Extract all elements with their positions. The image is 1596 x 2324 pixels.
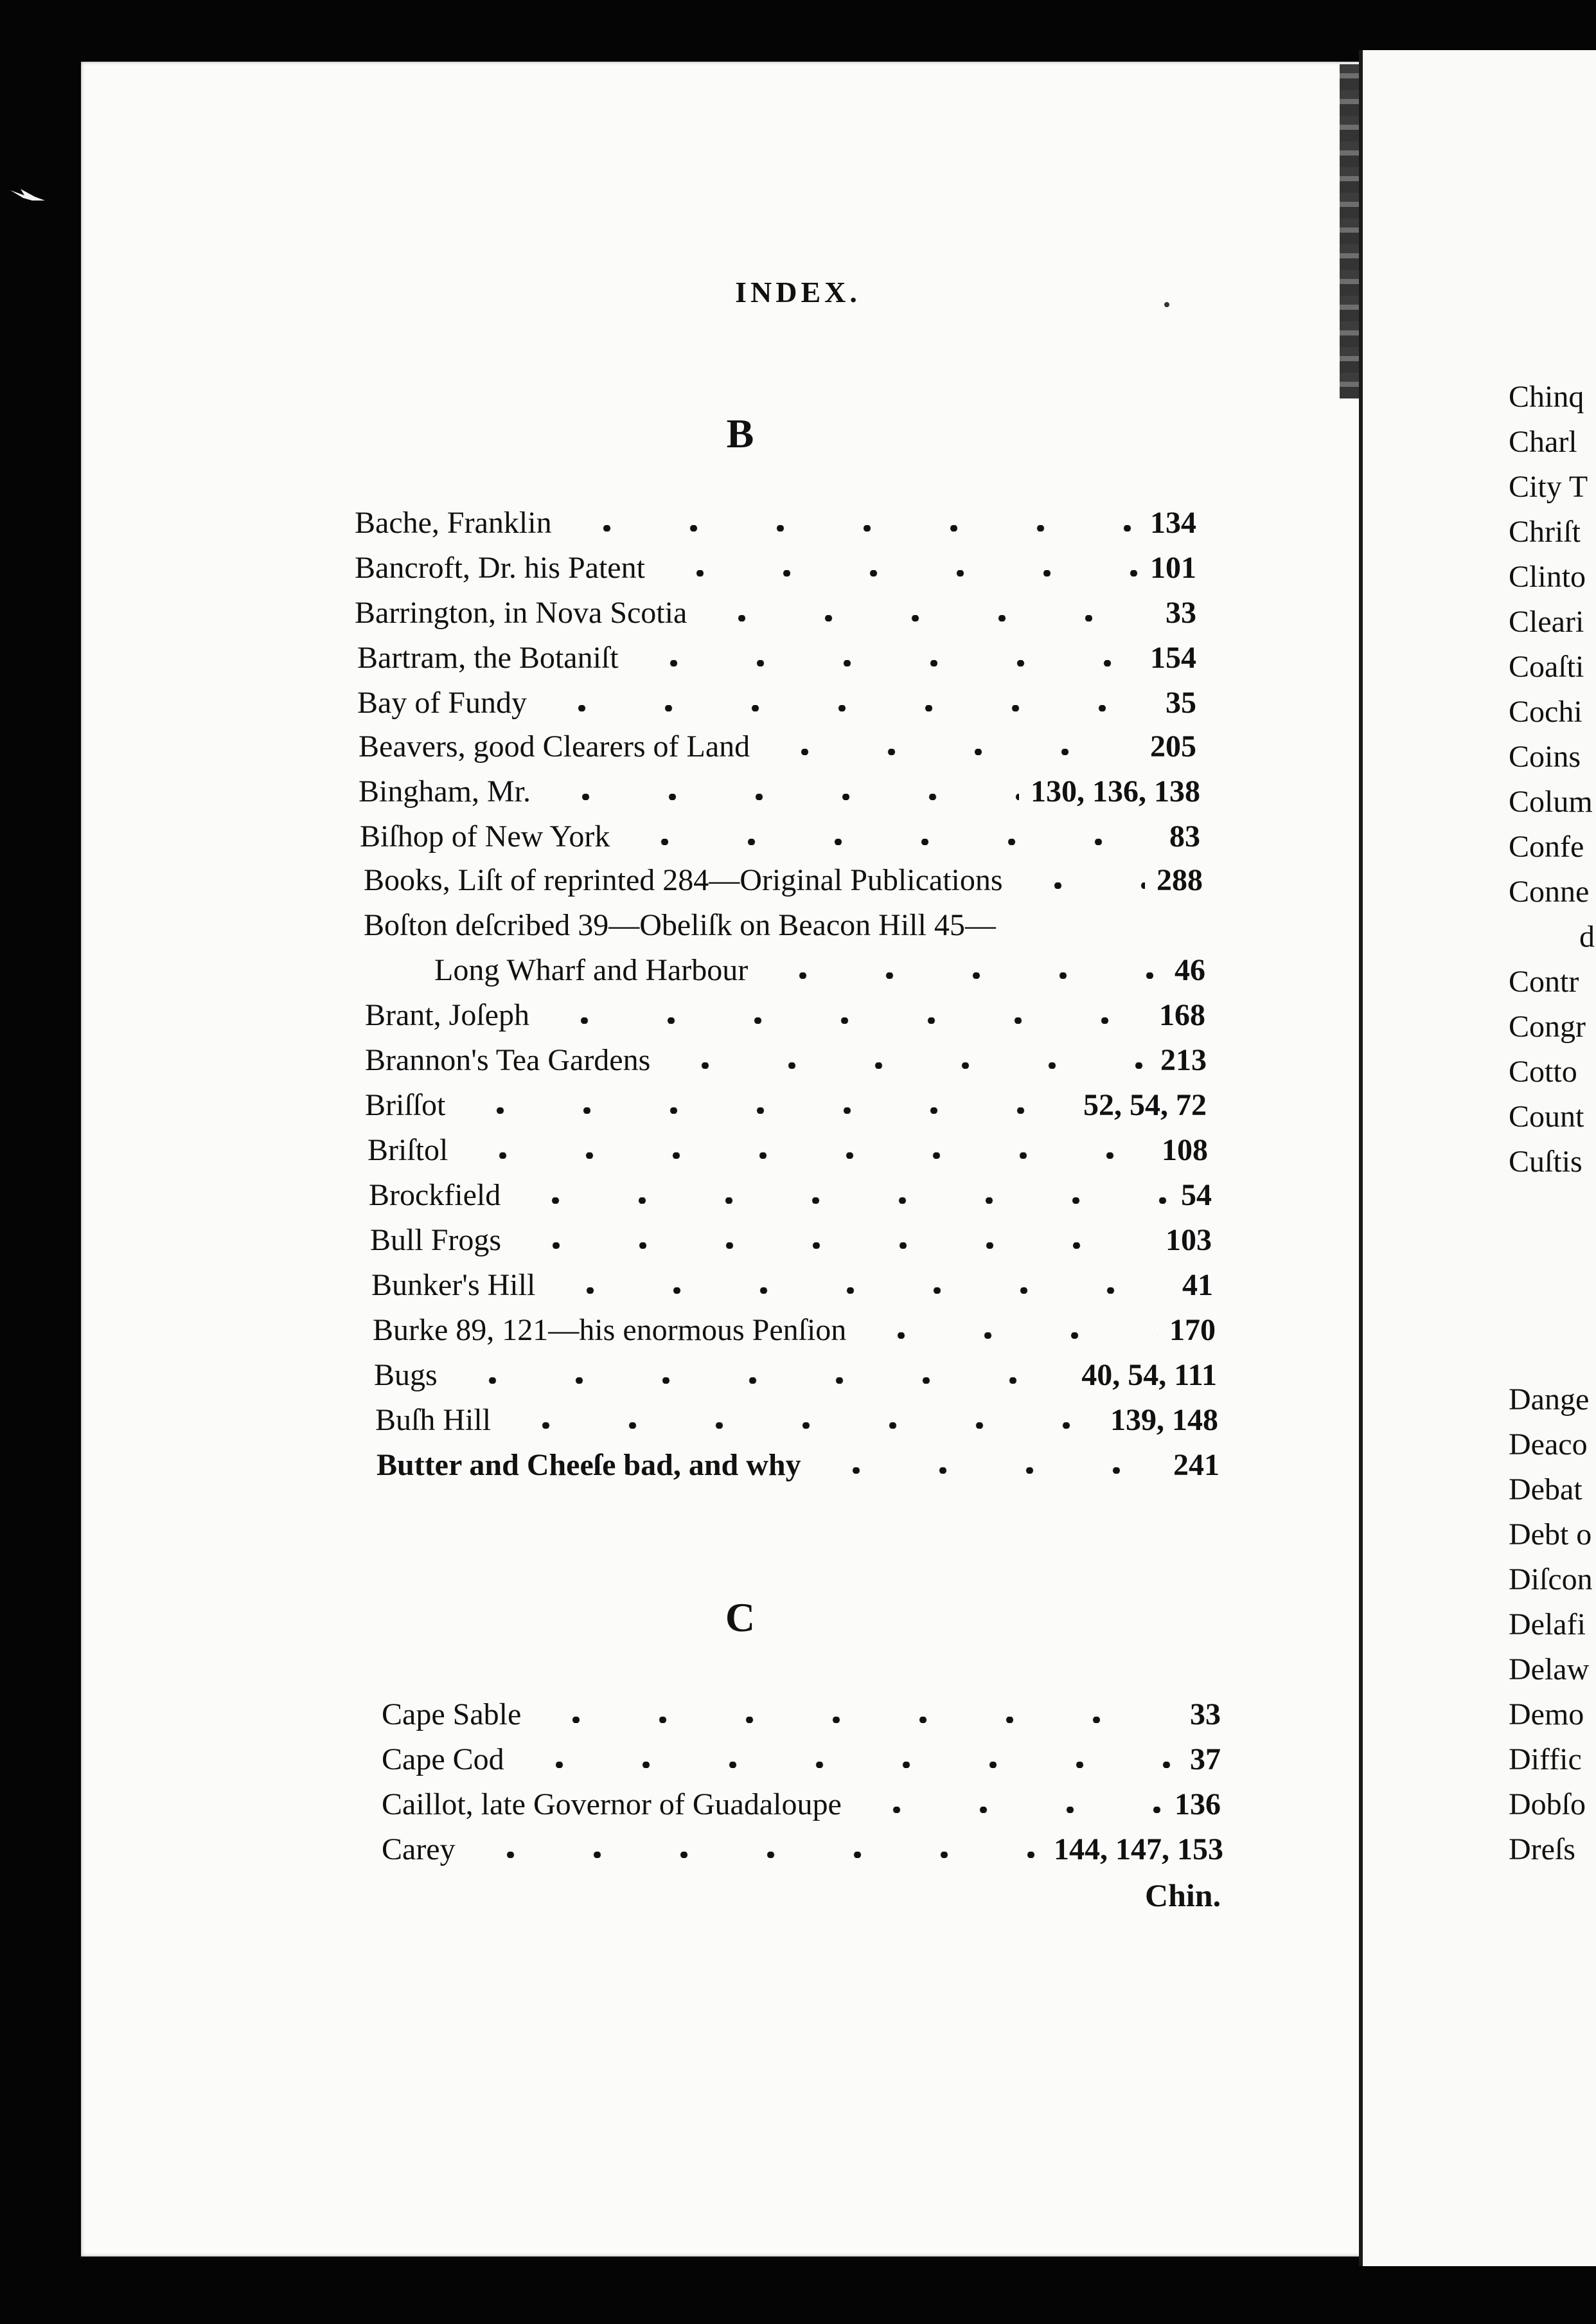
index-entry: Bunker's Hill 41: [371, 1268, 1213, 1302]
facing-entry: Delaw: [1509, 1652, 1590, 1686]
facing-entry: Congr: [1509, 1010, 1586, 1044]
facing-entry: Diſcon: [1509, 1562, 1593, 1596]
index-entry: Brannon's Tea Gardens 213: [365, 1043, 1207, 1077]
facing-entry: Dobſo: [1509, 1787, 1586, 1821]
section-letter-b: B: [726, 411, 754, 456]
facing-entry: Cochi: [1509, 695, 1583, 729]
facing-entry: Charl: [1509, 425, 1577, 459]
index-entry: Brant, Joſeph 168: [365, 998, 1205, 1032]
index-entry: Caillot, late Governor of Guadaloupe 136: [382, 1787, 1221, 1821]
facing-entry: Dreſs: [1509, 1832, 1575, 1866]
facing-entry: Coins: [1509, 740, 1581, 774]
facing-entry: Confe: [1509, 830, 1584, 864]
index-entry: Bartram, the Botaniſt 154: [357, 641, 1196, 675]
facing-entry: Colum: [1509, 785, 1593, 819]
index-entry: Burke 89, 121—his enormous Penſion 170: [373, 1313, 1216, 1347]
facing-entry: Dange: [1509, 1382, 1590, 1417]
facing-entry: Chinq: [1509, 380, 1584, 414]
facing-entry: Count: [1509, 1100, 1584, 1134]
index-entry: Buſh Hill 139, 148: [375, 1403, 1218, 1437]
facing-entry: Diffic: [1509, 1742, 1582, 1776]
index-entry: Boſton deſcribed 39—Obeliſk on Beacon Hill 45—: [364, 908, 996, 942]
facing-entry: Deaco: [1509, 1427, 1588, 1461]
index-entry: Butter and Cheeſe bad, and why 241: [377, 1448, 1219, 1482]
facing-entry: Coaſti: [1509, 650, 1584, 684]
index-entry: Bancroft, Dr. his Patent 101: [355, 551, 1196, 585]
section-letter-c: C: [725, 1595, 756, 1640]
facing-entry: Cotto: [1509, 1055, 1577, 1089]
facing-entry: Debat: [1509, 1472, 1583, 1506]
index-entry: Beavers, good Clearers of Land 205: [359, 729, 1196, 764]
page-edge-mark-icon: [9, 186, 46, 203]
facing-entry: Cuſtis: [1509, 1145, 1583, 1179]
index-entry: Briſtol 108: [368, 1133, 1208, 1167]
index-entry-continuation: Long Wharf and Harbour 46: [434, 953, 1205, 987]
index-entry: Briſſot 52, 54, 72: [365, 1088, 1207, 1122]
ink-speck: [1164, 302, 1169, 307]
facing-entry: Clinto: [1509, 560, 1586, 594]
index-entry: Cape Sable 33: [382, 1697, 1221, 1731]
facing-entry: Contr: [1509, 965, 1579, 999]
facing-entry: City T: [1509, 470, 1588, 504]
facing-entry: Debt o: [1509, 1517, 1592, 1551]
index-entry: Cape Cod 37: [382, 1742, 1221, 1776]
index-entry: Bugs 40, 54, 111: [374, 1358, 1217, 1392]
index-entry: Bingham, Mr. 130, 136, 138: [359, 774, 1200, 809]
facing-entry: Cleari: [1509, 605, 1584, 639]
facing-entry: d: [1579, 920, 1595, 954]
index-entry: Brockfield 54: [369, 1178, 1212, 1212]
index-entry: Bull Frogs 103: [370, 1223, 1212, 1257]
facing-entry: Delafi: [1509, 1607, 1586, 1641]
index-entry: Books, Liſt of reprinted 284—Original Publications 288: [364, 863, 1203, 897]
index-entry: Biſhop of New York 83: [360, 819, 1200, 854]
index-entry: Carey 144, 147, 153: [382, 1832, 1223, 1866]
facing-entry: Demo: [1509, 1697, 1584, 1731]
index-entry: Bache, Franklin 134: [355, 506, 1196, 540]
page-title: INDEX.: [735, 276, 861, 308]
facing-entry: Chriſt: [1509, 515, 1581, 549]
catchword: Chin.: [1145, 1877, 1221, 1913]
index-entry: Barrington, in Nova Scotia 33: [355, 596, 1196, 630]
facing-entry: Conne: [1509, 875, 1590, 909]
index-entry: Bay of Fundy 35: [357, 686, 1196, 720]
